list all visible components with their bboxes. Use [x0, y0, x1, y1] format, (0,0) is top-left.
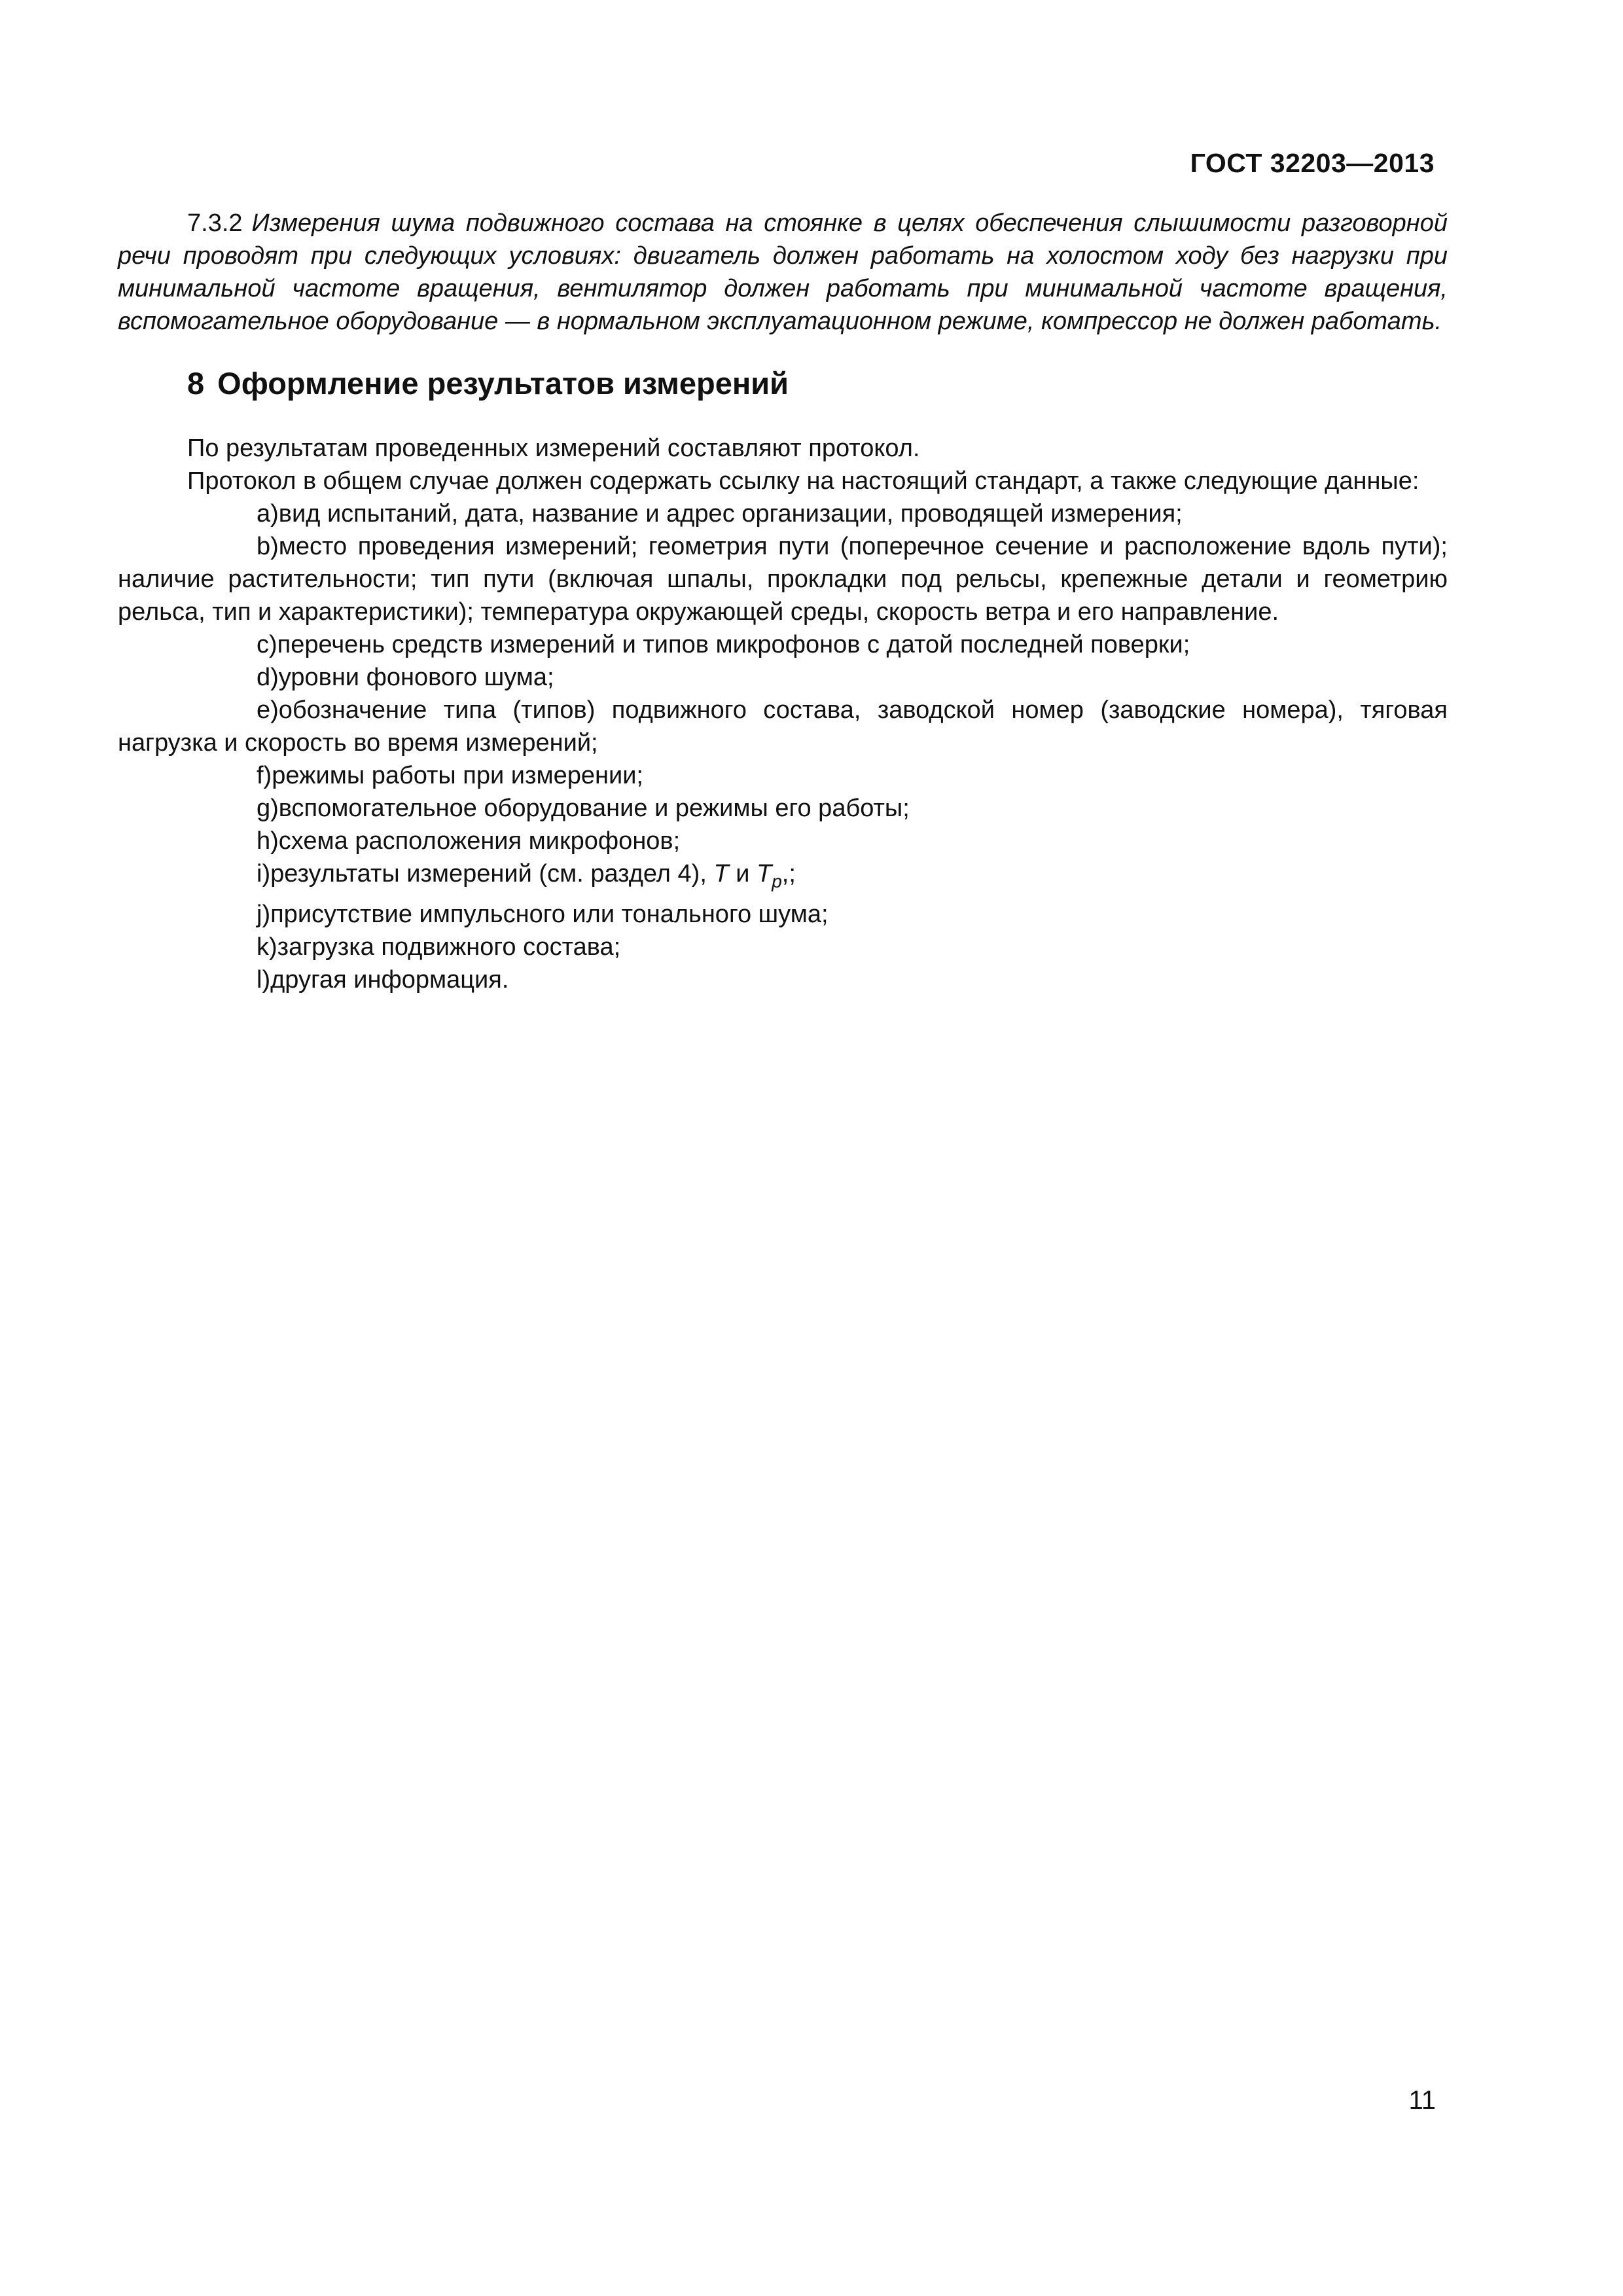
list-item-text: результаты измерений (см. раздел 4), — [270, 860, 714, 888]
list-item-text: место проведения измерений; геометрия пути (поперечное сечение и расположение вдоль пути); наличие растительности; тип пути (включая шпалы, прокладки под рельсы, крепежные детали и геометрию рельса, тип и характеристики); температура окружающей среды, скорость ветра и его направление. — [118, 533, 1448, 626]
page-number: 11 — [1408, 2086, 1436, 2115]
list-item-text: присутствие импульсного или тонального шума; — [270, 901, 829, 928]
list-item-text: вспомогательное оборудование и режимы его работы; — [278, 795, 910, 822]
list-item-i — [118, 857, 1448, 898]
list-item — [118, 931, 1448, 963]
conjunction: и — [728, 860, 757, 888]
list-item-text: загрузка подвижного состава; — [277, 933, 621, 961]
list-item — [118, 792, 1448, 825]
section-number: 8 — [187, 366, 205, 401]
list-item-text: перечень средств измерений и типов микрофонов с датой последней поверки; — [277, 631, 1190, 658]
page-content — [118, 207, 1448, 996]
list-marker: c) — [257, 631, 277, 658]
list-item — [118, 898, 1448, 931]
list-marker: k) — [257, 933, 277, 961]
clause-number: 7.3.2 — [187, 209, 243, 237]
list-marker: h) — [257, 827, 279, 855]
symbol-tp: T — [757, 860, 772, 888]
list-item-text: уровни фонового шума; — [278, 664, 554, 691]
list-marker: e) — [257, 696, 279, 724]
list-item — [118, 694, 1448, 759]
list-item — [118, 530, 1448, 628]
list-item — [118, 628, 1448, 661]
clause-text: Измерения шума подвижного состава на стоянке в целях обеспечения слышимости разговорной речи проводят при следующих условиях: двигатель должен работать на холостом ходу без нагрузки при минимальной частоте вращения, вентилятор должен работать при минимальной частоте вращения, вспомогательное оборудование — в нормальном эксплуатационном режиме, компрессор не должен работать. — [118, 209, 1448, 335]
clause-7-3-2 — [118, 207, 1448, 338]
section-title: Оформление результатов измерений — [217, 366, 789, 401]
list-marker: b) — [257, 533, 279, 560]
list-marker: d) — [257, 664, 279, 691]
list-marker: i) — [257, 860, 271, 888]
list-item-text: другая информация. — [270, 966, 509, 994]
list-item-text: режимы работы при измерении; — [272, 762, 643, 789]
intro-paragraph-1: По результатам проведенных измерений составляют протокол. — [187, 435, 920, 462]
list-marker: l) — [257, 966, 271, 994]
list-marker: f) — [257, 762, 272, 789]
list-item — [118, 497, 1448, 530]
list-marker: j) — [257, 901, 271, 928]
list-item — [118, 825, 1448, 857]
intro-paragraph-2: Протокол в общем случае должен содержать ссылку на настоящий стандарт, а также следующие данные: — [187, 467, 1419, 495]
list-item-text: вид испытаний, дата, название и адрес организации, проводящей измерения; — [278, 500, 1183, 528]
symbol-t: T — [713, 860, 729, 888]
list-marker: g) — [257, 795, 279, 822]
document-code: ГОСТ 32203—2013 — [1190, 148, 1435, 178]
list-item-punct: ,; — [781, 860, 796, 888]
list-item-text: схема расположения микрофонов; — [278, 827, 681, 855]
symbol-tp-subscript: p — [772, 871, 782, 891]
list-item — [118, 963, 1448, 996]
list-item — [118, 759, 1448, 792]
list-item — [118, 661, 1448, 694]
section-8-heading — [187, 365, 1448, 402]
list-item-text: обозначение типа (типов) подвижного состава, заводской номер (заводские номера), тяговая нагрузка и скорость во время измерений; — [118, 696, 1448, 757]
list-marker: a) — [257, 500, 279, 528]
